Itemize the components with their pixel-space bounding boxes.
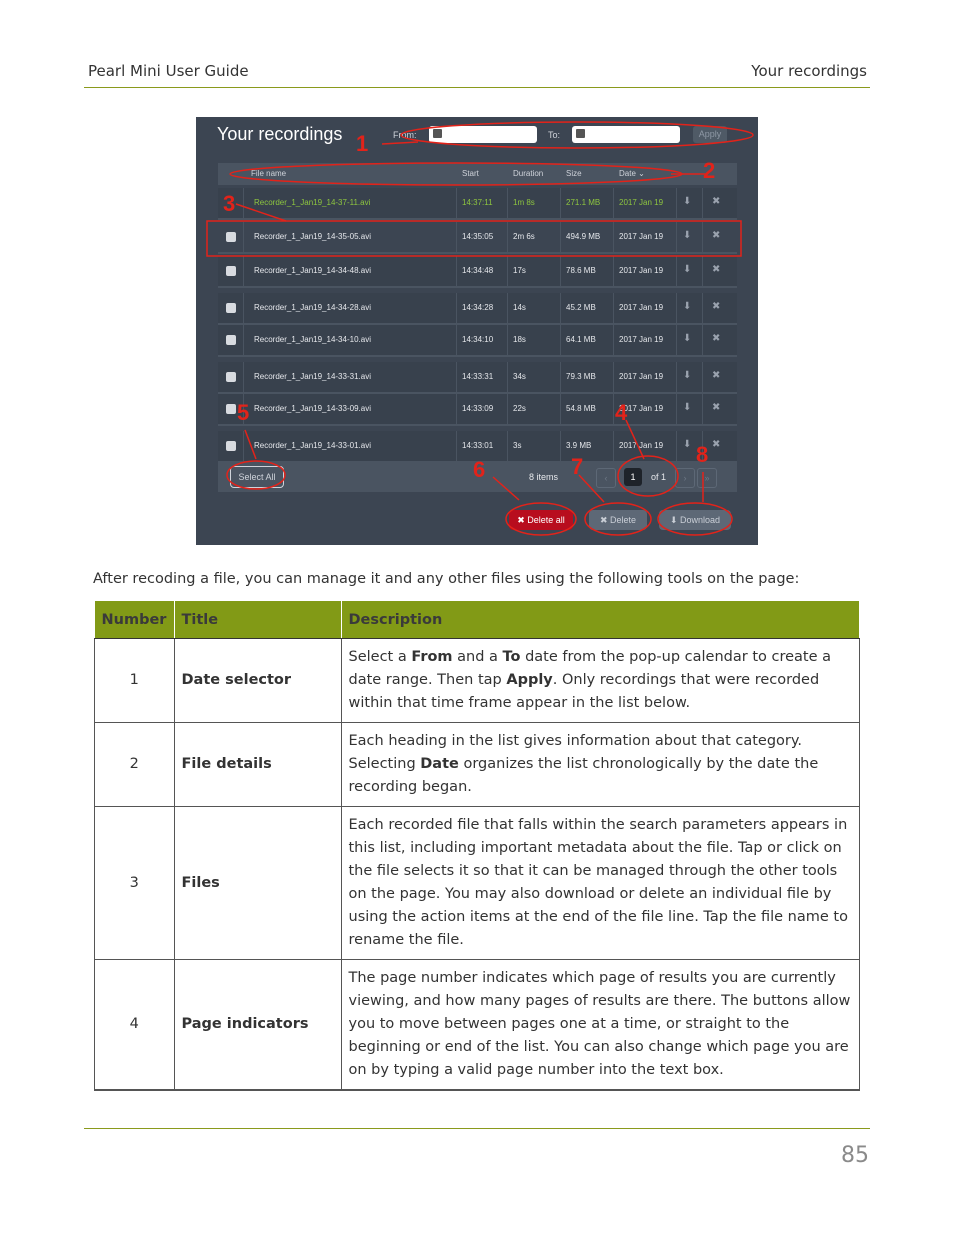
- annotation-3: 3: [223, 191, 236, 216]
- annotation-1: 1: [356, 131, 369, 156]
- row-number: 1: [95, 639, 175, 723]
- download-button[interactable]: ⬇ Download: [659, 510, 731, 530]
- delete-icon[interactable]: ✖: [712, 402, 721, 413]
- row-number: 4: [95, 960, 175, 1091]
- header-section-title: Your recordings: [751, 62, 867, 80]
- delete-all-button[interactable]: ✖ Delete all: [509, 510, 573, 530]
- annotation-ellipse-select-all: [227, 461, 285, 489]
- file-start: 14:34:28: [462, 303, 494, 312]
- annotation-ellipse-delete: [585, 503, 651, 535]
- col-date[interactable]: Date ⌄: [619, 169, 645, 178]
- download-icon[interactable]: ⬇: [683, 264, 692, 275]
- row-description: [341, 960, 860, 1091]
- recordings-title: Your recordings: [217, 124, 343, 144]
- file-date: 2017 Jan 19: [619, 441, 664, 450]
- row-description: [341, 723, 860, 807]
- file-name[interactable]: Recorder_1_Jan19_14-34-48.avi: [254, 266, 371, 275]
- tools-table-row: [95, 960, 860, 1091]
- annotation-ellipse-delete-all: [506, 503, 576, 535]
- col-size[interactable]: Size: [566, 169, 582, 178]
- file-duration: 14s: [513, 303, 526, 312]
- header-guide-title: Pearl Mini User Guide: [88, 62, 249, 80]
- file-start: 14:34:48: [462, 266, 494, 275]
- download-icon[interactable]: ⬇: [683, 333, 692, 344]
- annotation-2: 2: [703, 158, 716, 183]
- row-title: Page indicators: [174, 960, 341, 1091]
- description-text: organizes the list chronologically by the date the recording began.: [348, 756, 819, 795]
- to-label: To:: [548, 130, 561, 140]
- download-icon[interactable]: ⬇: [683, 370, 692, 381]
- file-name[interactable]: Recorder_1_Jan19_14-35-05.avi: [254, 232, 371, 241]
- file-date: 2017 Jan 19: [619, 404, 664, 413]
- file-duration: 17s: [513, 266, 526, 275]
- delete-icon[interactable]: ✖: [712, 439, 721, 450]
- file-duration: 18s: [513, 335, 526, 344]
- delete-icon[interactable]: ✖: [712, 301, 721, 312]
- description-keyword: Date: [420, 756, 459, 772]
- delete-icon[interactable]: ✖: [712, 370, 721, 381]
- items-count: 8 items: [529, 472, 559, 482]
- row-title: File details: [174, 723, 341, 807]
- tools-table-header: [95, 601, 860, 639]
- file-name[interactable]: Recorder_1_Jan19_14-33-31.avi: [254, 372, 371, 381]
- description-text: and a: [452, 649, 503, 665]
- delete-icon[interactable]: ✖: [712, 333, 721, 344]
- file-duration: 34s: [513, 372, 526, 381]
- file-name[interactable]: Recorder_1_Jan19_14-33-09.avi: [254, 404, 371, 413]
- file-name[interactable]: Recorder_1_Jan19_14-33-01.avi: [254, 441, 371, 450]
- page-number-input[interactable]: 1: [624, 468, 642, 486]
- file-name[interactable]: Recorder_1_Jan19_14-37-11.avi: [254, 198, 371, 207]
- annotation-6: 6: [473, 457, 486, 482]
- chevron-left-icon: ‹: [604, 473, 608, 483]
- description-keyword: To: [502, 649, 521, 665]
- description-keyword: From: [411, 649, 453, 665]
- description-text: The page number indicates which page of results you are currently viewing, and how many pages of results are there. The buttons allow you to move between pages one at a time, or straight to the beginning or end of the list. You can also change which page you are on by typing a valid page number into the text box.: [348, 970, 851, 1078]
- row-number: 2: [95, 723, 175, 807]
- from-label: From:: [393, 130, 417, 140]
- annotation-ellipse-header: [230, 163, 682, 185]
- file-date: 2017 Jan 19: [619, 266, 664, 275]
- row-description: [341, 639, 860, 723]
- file-duration: 1m 8s: [513, 198, 535, 207]
- header-title: Title: [174, 601, 341, 639]
- file-date: 2017 Jan 19: [619, 232, 664, 241]
- download-icon[interactable]: ⬇: [683, 301, 692, 312]
- file-size: 79.3 MB: [566, 372, 596, 381]
- delete-icon[interactable]: ✖: [712, 196, 721, 207]
- file-size: 45.2 MB: [566, 303, 596, 312]
- file-size: 494.9 MB: [566, 232, 601, 241]
- page-number: 85: [841, 1143, 869, 1168]
- header-rule: [84, 87, 870, 88]
- col-start[interactable]: Start: [462, 169, 479, 178]
- chevron-double-right-icon: »: [704, 473, 710, 483]
- row-title: Files: [174, 807, 341, 960]
- header-number: Number: [95, 601, 175, 639]
- footer-rule: [84, 1128, 870, 1129]
- description-keyword: Apply: [506, 672, 553, 688]
- select-all-button[interactable]: Select All: [230, 466, 284, 488]
- file-name[interactable]: Recorder_1_Jan19_14-34-10.avi: [254, 335, 371, 344]
- download-icon[interactable]: ⬇: [683, 230, 692, 241]
- file-start: 14:34:10: [462, 335, 494, 344]
- annotation-ellipse-download: [658, 503, 732, 535]
- annotation-7: 7: [571, 454, 584, 479]
- chevron-right-icon: ›: [683, 473, 687, 483]
- annotation-box-files: [207, 221, 741, 256]
- file-size: 78.6 MB: [566, 266, 596, 275]
- file-duration: 3s: [513, 441, 522, 450]
- row-title: Date selector: [174, 639, 341, 723]
- download-icon[interactable]: ⬇: [683, 402, 692, 413]
- row-description: [341, 807, 860, 960]
- file-date: 2017 Jan 19: [619, 198, 664, 207]
- description-text: Each heading in the list gives information about that category. Selecting: [348, 733, 803, 772]
- apply-button[interactable]: Apply: [693, 126, 727, 143]
- download-icon[interactable]: ⬇: [683, 439, 692, 450]
- delete-icon[interactable]: ✖: [712, 264, 721, 275]
- file-duration: 22s: [513, 404, 526, 413]
- col-file-name[interactable]: File name: [251, 169, 287, 178]
- tools-table-row: [95, 723, 860, 807]
- file-size: 54.8 MB: [566, 404, 596, 413]
- intro-paragraph: After recoding a file, you can manage it and any other files using the following tools on the page:: [93, 571, 800, 587]
- annotation-ellipse-page: [618, 456, 678, 496]
- annotation-ellipse-dates: [401, 122, 753, 148]
- tools-table: [94, 601, 860, 1091]
- header-description: Description: [341, 601, 860, 639]
- file-duration: 2m 6s: [513, 232, 535, 241]
- file-date: 2017 Jan 19: [619, 335, 664, 344]
- recordings-screenshot: [196, 117, 758, 545]
- delete-icon[interactable]: ✖: [712, 230, 721, 241]
- download-icon[interactable]: ⬇: [683, 196, 692, 207]
- file-size: 3.9 MB: [566, 441, 592, 450]
- file-start: 14:35:05: [462, 232, 494, 241]
- row-number: 3: [95, 807, 175, 960]
- file-date: 2017 Jan 19: [619, 372, 664, 381]
- file-start: 14:37:11: [462, 198, 493, 207]
- description-text: Select a: [348, 649, 412, 665]
- annotation-5: 5: [237, 400, 250, 425]
- file-size: 271.1 MB: [566, 198, 601, 207]
- annotation-4: 4: [615, 400, 628, 425]
- page-total: of 1: [651, 472, 667, 482]
- delete-button[interactable]: ✖ Delete: [589, 510, 647, 530]
- file-name[interactable]: Recorder_1_Jan19_14-34-28.avi: [254, 303, 371, 312]
- file-start: 14:33:09: [462, 404, 494, 413]
- annotation-8: 8: [696, 442, 709, 467]
- col-duration[interactable]: Duration: [513, 169, 544, 178]
- tools-table-row: [95, 639, 860, 723]
- file-date: 2017 Jan 19: [619, 303, 664, 312]
- file-start: 14:33:31: [462, 372, 494, 381]
- description-text: Each recorded file that falls within the search parameters appears in this list, including important metadata about the file. Tap or click on the file selects it so that it can be managed through the other tools on the page. You may also download or delete an individual file by using the action items at the end of the file line. Tap the file name to rename the file.: [348, 817, 848, 948]
- file-size: 64.1 MB: [566, 335, 596, 344]
- tools-table-row: [95, 807, 860, 960]
- description-text: . Only recordings that were recorded within that time frame appear in the list below.: [348, 672, 820, 711]
- description-text: date from the pop-up calendar to create a date range. Then tap: [348, 649, 832, 688]
- file-start: 14:33:01: [462, 441, 494, 450]
